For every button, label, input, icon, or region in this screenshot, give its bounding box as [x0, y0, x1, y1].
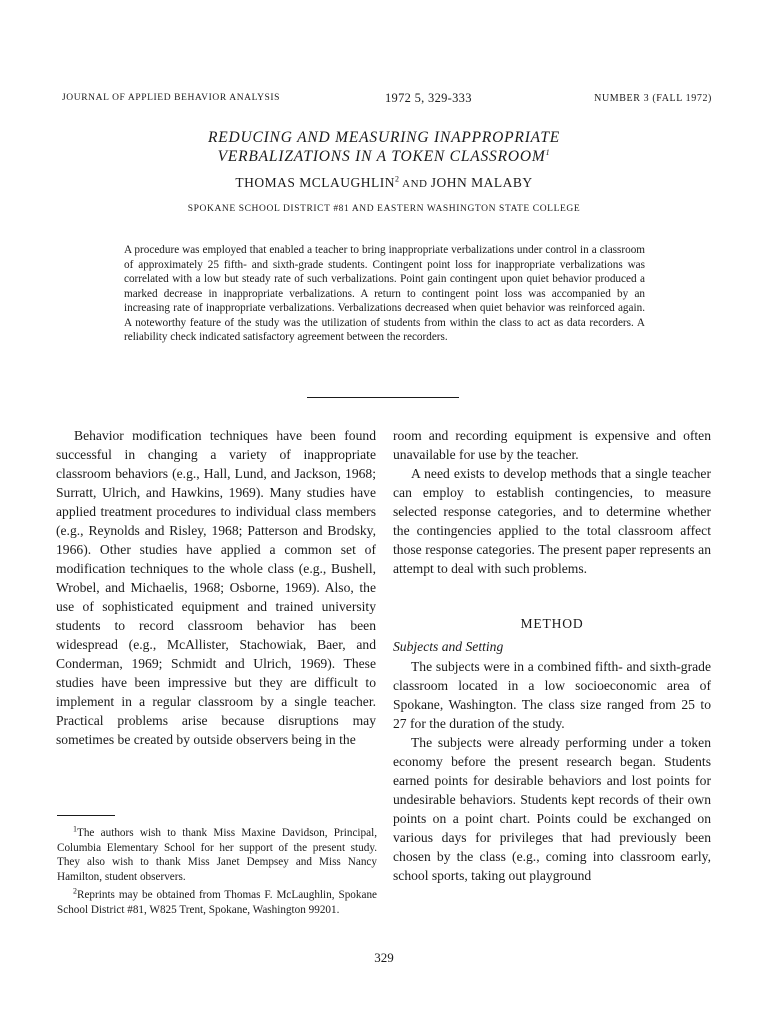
author-line: [0, 175, 768, 191]
author-1-footnote-mark: 2: [395, 174, 400, 184]
right-paragraph-3: The subjects were in a combined fifth- and sixth-grade classroom located in a low socioeconomic area of Spokane, Washington. The class size ranged from 25 to 27 for the duration of the study.: [393, 659, 711, 731]
article-title: [0, 128, 768, 166]
left-paragraph-1: Behavior modification techniques have been found successful in changing a variety of inappropriate classroom behaviors (e.g., Hall, Lund, and Jackson, 1968; Surratt, Ulrich, and Hawkins, 1969). Many studies have applied treatment procedures to individual class members (e.g., Reynolds and Risley, 1968; Patterson and Brodsky, 1966). Other studies have applied a common set of modification techniques to the whole class (e.g., Bushell, Wrobel, and Michaelis, 1968; Osborne, 1969). Also, the use of sophisticated equipment and trained university students to record classroom behavior has been widespread (e.g., McAllister, Stachowiak, Baer, and Conderman, 1969; Schmidt and Ulrich, 1969). These studies have been impressive but they are difficult to implement in a regular classroom by a single teacher. Practical problems arise because disruptions may sometimes be created by outside observers being in the: [56, 428, 376, 747]
author-2: JOHN MALABY: [430, 175, 533, 190]
title-line-2-text: VERBALIZATIONS IN A TOKEN CLASSROOM: [217, 148, 546, 165]
journal-name: JOURNAL OF APPLIED BEHAVIOR ANALYSIS: [62, 93, 281, 103]
footnote-rule: [57, 815, 115, 816]
right-paragraph-1: room and recording equipment is expensive and often unavailable for use by the teacher.: [393, 428, 711, 462]
abstract: A procedure was employed that enabled a teacher to bring inappropriate verbalizations under control in a classroom of approximately 25 fifth- and sixth-grade students. Contingent point loss for inappropriate verbalizations was correlated with a low but steady rate of such verbalizations. Point gain contingent upon quiet behavior produced a marked decrease in inappropriate verbalizations. A return to contingent point loss was accompanied by an increasing rate of inappropriate verbalizations. Verbalizations decreased when quiet behavior was reinforced again. A noteworthy feature of the study was the utilization of students from within the class to act as data recorders. A reliability check indicated satisfactory agreement between the recorders.: [124, 244, 645, 343]
footnote-2-text: Reprints may be obtained from Thomas F. McLaughlin, Spokane School District #81, W825 Trent, Spokane, Washington 99201.: [57, 889, 377, 916]
footnote-2-mark: 2: [73, 886, 77, 896]
issue-info: NUMBER 3 (FALL 1972): [594, 93, 712, 104]
title-line-2: [0, 147, 768, 166]
footnote-1-mark: 1: [73, 824, 77, 834]
left-column: [56, 426, 376, 749]
footnote-1: [57, 826, 377, 884]
volume-info: 1972 5, 329-333: [385, 91, 472, 105]
running-head: [62, 93, 712, 109]
author-1: THOMAS MCLAUGHLIN: [235, 175, 395, 190]
page-number: 329: [374, 950, 394, 965]
footnote-2: [57, 888, 377, 917]
right-column: [393, 426, 711, 885]
method-heading: METHOD: [520, 616, 584, 631]
footnote-1-text: The authors wish to thank Miss Maxine Davidson, Principal, Columbia Elementary School for her support of the present study. They also wish to thank Miss Janet Dempsey and Miss Nancy Hamilton, student observers.: [57, 827, 377, 883]
subjects-subheading: Subjects and Setting: [393, 639, 504, 654]
title-line-1: REDUCING AND MEASURING INAPPROPRIATE: [207, 129, 561, 146]
right-paragraph-4: The subjects were already performing under a token economy before the present research began. Students earned points for desirable behaviors and lost points for undesirable behaviors. Students kept records of their own points on a point chart. Points could be exchanged on various days for privileges that had previously been chosen by the class (e.g., coming into classroom early, school sports, taking out playground: [393, 735, 711, 883]
affiliation: SPOKANE SCHOOL DISTRICT #81 AND EASTERN WASHINGTON STATE COLLEGE: [187, 204, 581, 214]
section-divider: [307, 397, 459, 398]
title-footnote-mark: 1: [545, 147, 551, 157]
right-paragraph-2: A need exists to develop methods that a single teacher can employ to establish contingencies, to measure selected response categories, and to determine whether the contingencies applied to the total classroom affect those response categories. The present paper represents an attempt to deal with such problems.: [393, 466, 711, 576]
footnotes: [57, 826, 377, 921]
author-joiner: AND: [399, 178, 431, 190]
